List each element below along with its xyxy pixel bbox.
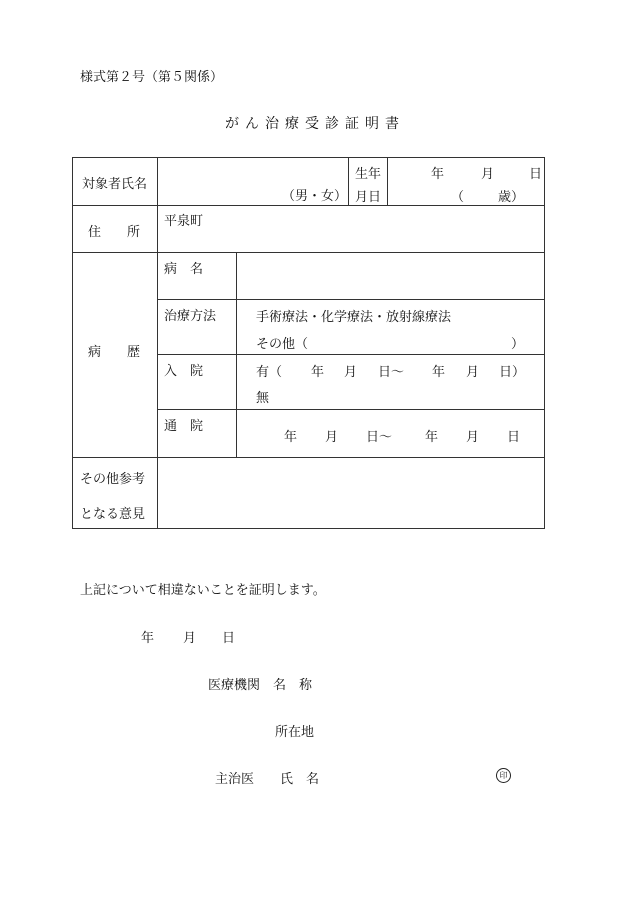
birth-label-1: 生年	[355, 167, 382, 182]
table-column-divider	[157, 157, 158, 529]
treatment-other-open: その他（	[256, 337, 309, 352]
outpatient-from-month: 月	[325, 430, 339, 445]
outpatient-to-year: 年	[425, 430, 439, 445]
hosp-to-month: 月	[466, 365, 480, 380]
birth-month-label: 月	[481, 167, 495, 182]
treatment-other-close: ）	[511, 337, 525, 352]
other-opinion-label-2: となる意見	[80, 507, 146, 522]
outpatient-from-day: 日〜	[366, 430, 393, 445]
hosp-yes-open: 有（	[256, 365, 283, 380]
date-month: 月	[183, 631, 197, 646]
table-row-divider	[72, 252, 545, 253]
birth-year-label: 年	[431, 167, 445, 182]
address-label: 住 所	[88, 225, 141, 240]
table-column-divider	[387, 157, 388, 205]
table-border-left	[72, 157, 73, 529]
table-border-top	[72, 157, 545, 158]
table-border-right	[544, 157, 545, 529]
history-label: 病 歴	[88, 345, 141, 360]
disease-name-label: 病 名	[164, 262, 204, 277]
table-row-divider	[157, 409, 545, 410]
doctor-label: 主治医 氏 名	[215, 772, 320, 787]
hosp-no: 無	[256, 391, 270, 406]
table-row-divider	[72, 205, 545, 206]
date-year: 年	[141, 631, 155, 646]
hosp-from-month: 月	[344, 365, 358, 380]
table-column-divider	[348, 157, 349, 205]
other-opinion-label-1: その他参考	[80, 472, 146, 487]
institution-name-label: 医療機関 名 称	[208, 678, 313, 693]
table-row-divider	[157, 354, 545, 355]
outpatient-label: 通 院	[164, 419, 204, 434]
outpatient-from-year: 年	[284, 430, 298, 445]
age-open: （	[451, 190, 465, 205]
table-border-bottom	[72, 528, 545, 529]
location-label: 所在地	[275, 725, 315, 740]
certification-text: 上記について相違ないことを証明します。	[80, 583, 326, 598]
treatment-label: 治療方法	[164, 309, 217, 324]
birth-day-label: 日	[529, 167, 543, 182]
age-unit: 歳）	[498, 190, 525, 205]
form-number: 様式第２号（第５関係）	[80, 70, 224, 85]
birth-label-2: 月日	[355, 190, 382, 205]
address-value: 平泉町	[164, 214, 204, 229]
table-column-divider	[236, 252, 237, 457]
hosp-to-year: 年	[432, 365, 446, 380]
table-row-divider	[157, 299, 545, 300]
hosp-from-year: 年	[311, 365, 325, 380]
outpatient-to-month: 月	[466, 430, 480, 445]
subject-name-label: 対象者氏名	[82, 177, 148, 192]
seal-icon: 印	[496, 768, 511, 783]
hosp-to-day-close: 日）	[499, 365, 526, 380]
date-day: 日	[222, 631, 236, 646]
outpatient-to-day: 日	[507, 430, 521, 445]
gender-options: （男・女）	[282, 189, 348, 204]
table-row-divider	[72, 457, 545, 458]
document-title: がん治療受診証明書	[225, 116, 405, 132]
treatment-options: 手術療法・化学療法・放射線療法	[256, 310, 452, 325]
hosp-from-day: 日〜	[378, 365, 405, 380]
hospitalization-label: 入 院	[164, 364, 204, 379]
